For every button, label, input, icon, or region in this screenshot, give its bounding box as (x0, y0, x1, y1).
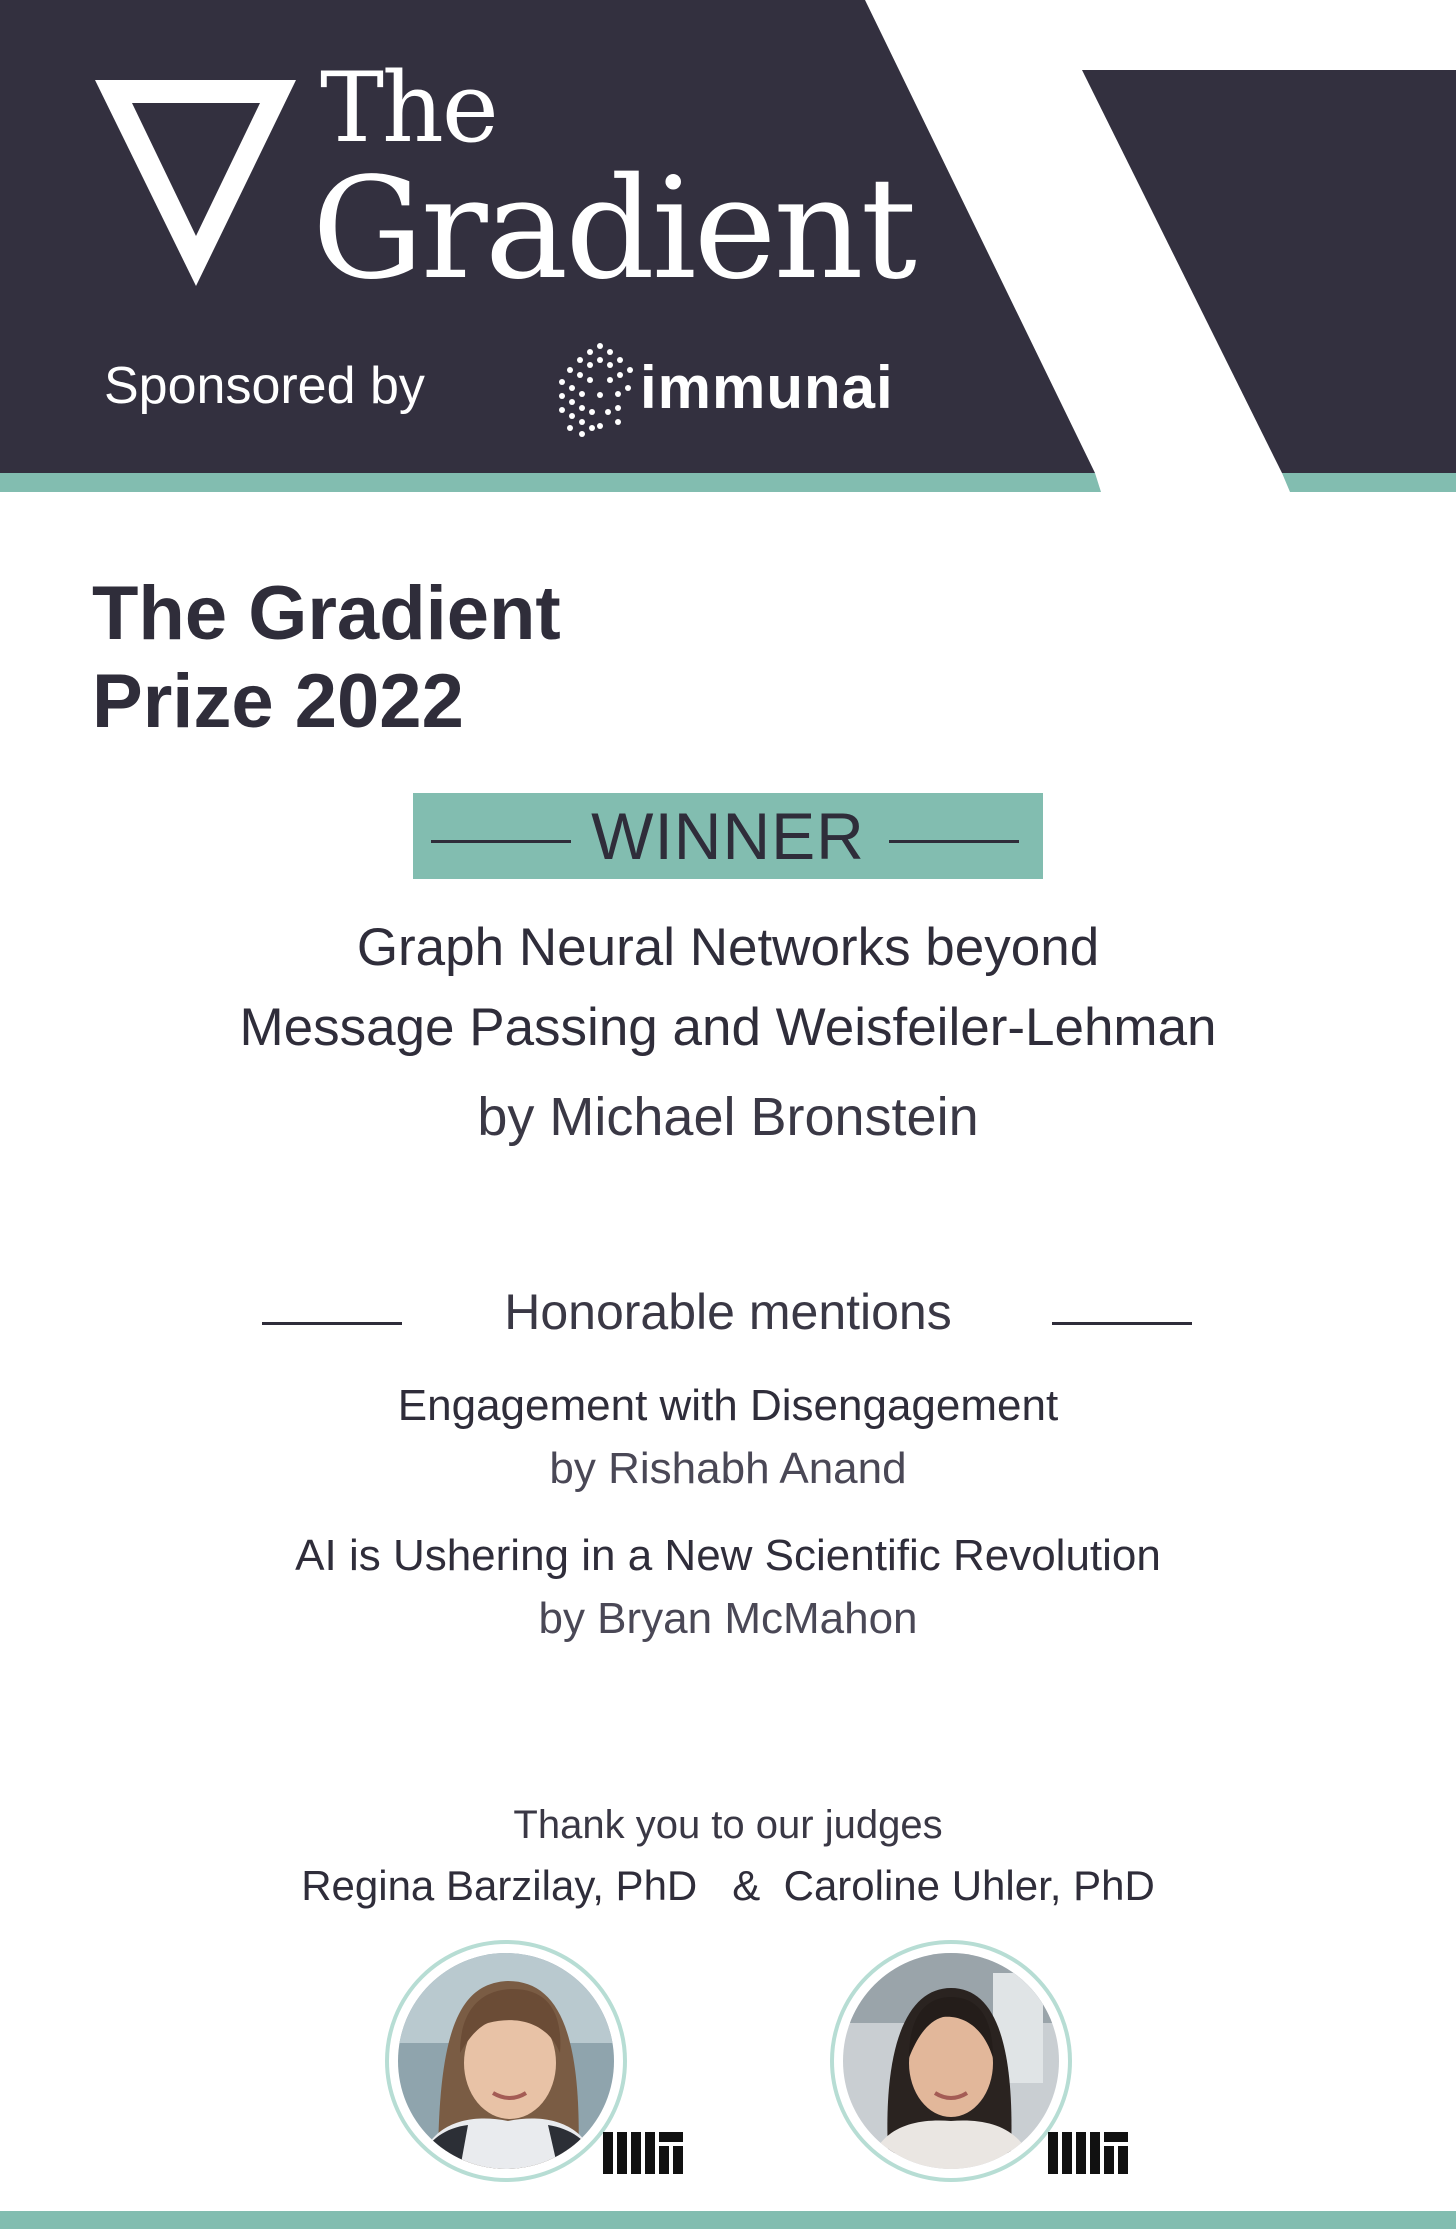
bottom-accent-bar (0, 2211, 1456, 2229)
honorable-heading: Honorable mentions (504, 1284, 952, 1340)
winner-label: WINNER (591, 799, 865, 873)
honorable-line-right (1052, 1322, 1192, 1325)
mit-logo-icon (1048, 2132, 1128, 2174)
winner-author: by Michael Bronstein (477, 1087, 979, 1147)
honorable-item-author: by Bryan McMahon (538, 1594, 918, 1643)
judge-portrait-uhler (830, 1940, 1072, 2182)
judge-portrait-barzilay (385, 1940, 627, 2182)
judges-thanks: Thank you to our judges (513, 1803, 943, 1847)
winner-line-right (889, 840, 1019, 843)
logo-the-text: The (320, 52, 497, 164)
honorable-item-title: Engagement with Disengagement (397, 1381, 1059, 1430)
logo-gradient-text: Gradient (312, 148, 914, 311)
mit-logo-icon (603, 2132, 683, 2174)
sponsored-by-label: Sponsored by (104, 357, 425, 415)
honorable-item-title: AI is Ushering in a New Scientific Revolution (295, 1531, 1161, 1580)
judge-photo (843, 1953, 1059, 2169)
header-dark-stripe (1082, 70, 1456, 473)
header-accent-right (1282, 473, 1456, 492)
winner-title-line1: Graph Neural Networks beyond (356, 918, 1100, 977)
prize-title-line1: The Gradient (92, 571, 561, 656)
sponsor-name: immunai (640, 354, 894, 421)
honorable-item-author: by Rishabh Anand (549, 1444, 907, 1493)
header-accent-left (0, 473, 1101, 492)
judges-names: Regina Barzilay, PhD & Caroline Uhler, PhD (301, 1862, 1155, 1909)
judge-photo (398, 1953, 614, 2169)
winner-title-line2: Message Passing and Weisfeiler-Lehman (239, 998, 1217, 1057)
prize-title (92, 570, 561, 746)
winner-banner (413, 793, 1043, 879)
prize-title-line2: Prize 2022 (92, 659, 464, 744)
winner-title (0, 908, 1456, 1068)
